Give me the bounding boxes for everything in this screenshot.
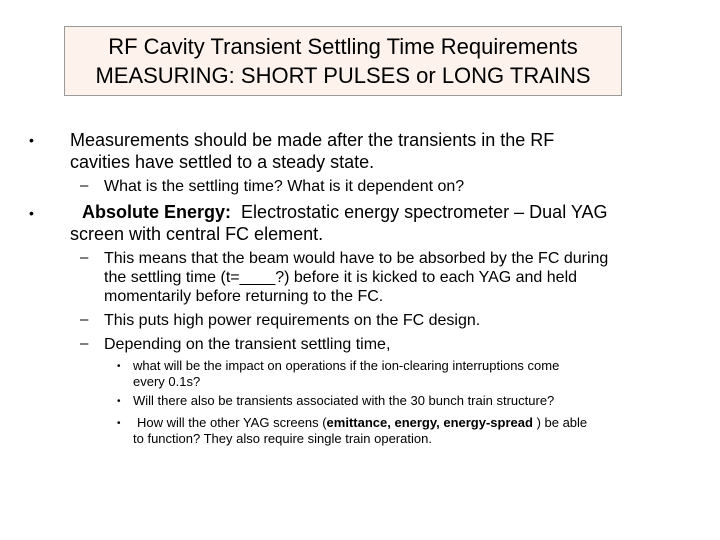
small-bullet-marker: •: [117, 418, 121, 429]
bullet-2-sub-1-line-3: momentarily before returning to the FC.: [104, 288, 384, 305]
bullet-marker: •: [29, 205, 34, 221]
sub-bullet-3-line-1: [137, 415, 587, 431]
sub-bullet-3-bold: emittance, energy, energy-spread: [326, 415, 533, 430]
bullet-1-line-2: cavities have settled to a steady state.: [70, 152, 375, 172]
bullet-2-line-1: [82, 201, 608, 223]
sub-bullet-3-suffix: ) be able: [532, 415, 588, 430]
bullet-2-sub-2: This puts high power requirements on the FC design.: [104, 312, 481, 329]
dash-marker: –: [80, 177, 89, 194]
bullet-2-sub-1-line-2: the settling time (t=____?) before it is kicked to each YAG and held: [104, 269, 578, 286]
bullet-2-line-2: screen with central FC element.: [70, 224, 324, 244]
bullet-2-sub-3: Depending on the transient settling time,: [104, 336, 391, 353]
sub-bullet-1-line-2: every 0.1s?: [133, 374, 201, 389]
slide-title-box: [64, 26, 622, 96]
sub-bullet-3-prefix: How will the other YAG screens (: [137, 415, 327, 430]
sub-bullet-2: Will there also be transients associated with the 30 bunch train structure?: [133, 393, 555, 408]
bullet-2-bold-lead: Absolute Energy:: [82, 202, 232, 222]
bullet-marker: •: [29, 132, 34, 148]
title-line-2: MEASURING: SHORT PULSES or LONG TRAINS: [95, 63, 591, 88]
sub-bullet-3-line-2: to function? They also require single train operation.: [133, 431, 432, 446]
bullet-2-sub-1-line-1: This means that the beam would have to be absorbed by the FC during: [104, 250, 609, 267]
bullet-1-line-1: Measurements should be made after the transients in the RF: [70, 130, 555, 150]
small-bullet-marker: •: [117, 361, 121, 372]
dash-marker: –: [80, 311, 89, 328]
dash-marker: –: [80, 335, 89, 352]
bullet-2-line-1-rest: Electrostatic energy spectrometer – Dual YAG: [241, 202, 608, 222]
title-line-1: RF Cavity Transient Settling Time Requirements: [108, 34, 578, 59]
bullet-1-sub-1: What is the settling time? What is it dependent on?: [104, 178, 465, 195]
dash-marker: –: [80, 249, 89, 266]
small-bullet-marker: •: [117, 396, 121, 407]
sub-bullet-1-line-1: what will be the impact on operations if the ion-clearing interruptions come: [133, 358, 560, 373]
